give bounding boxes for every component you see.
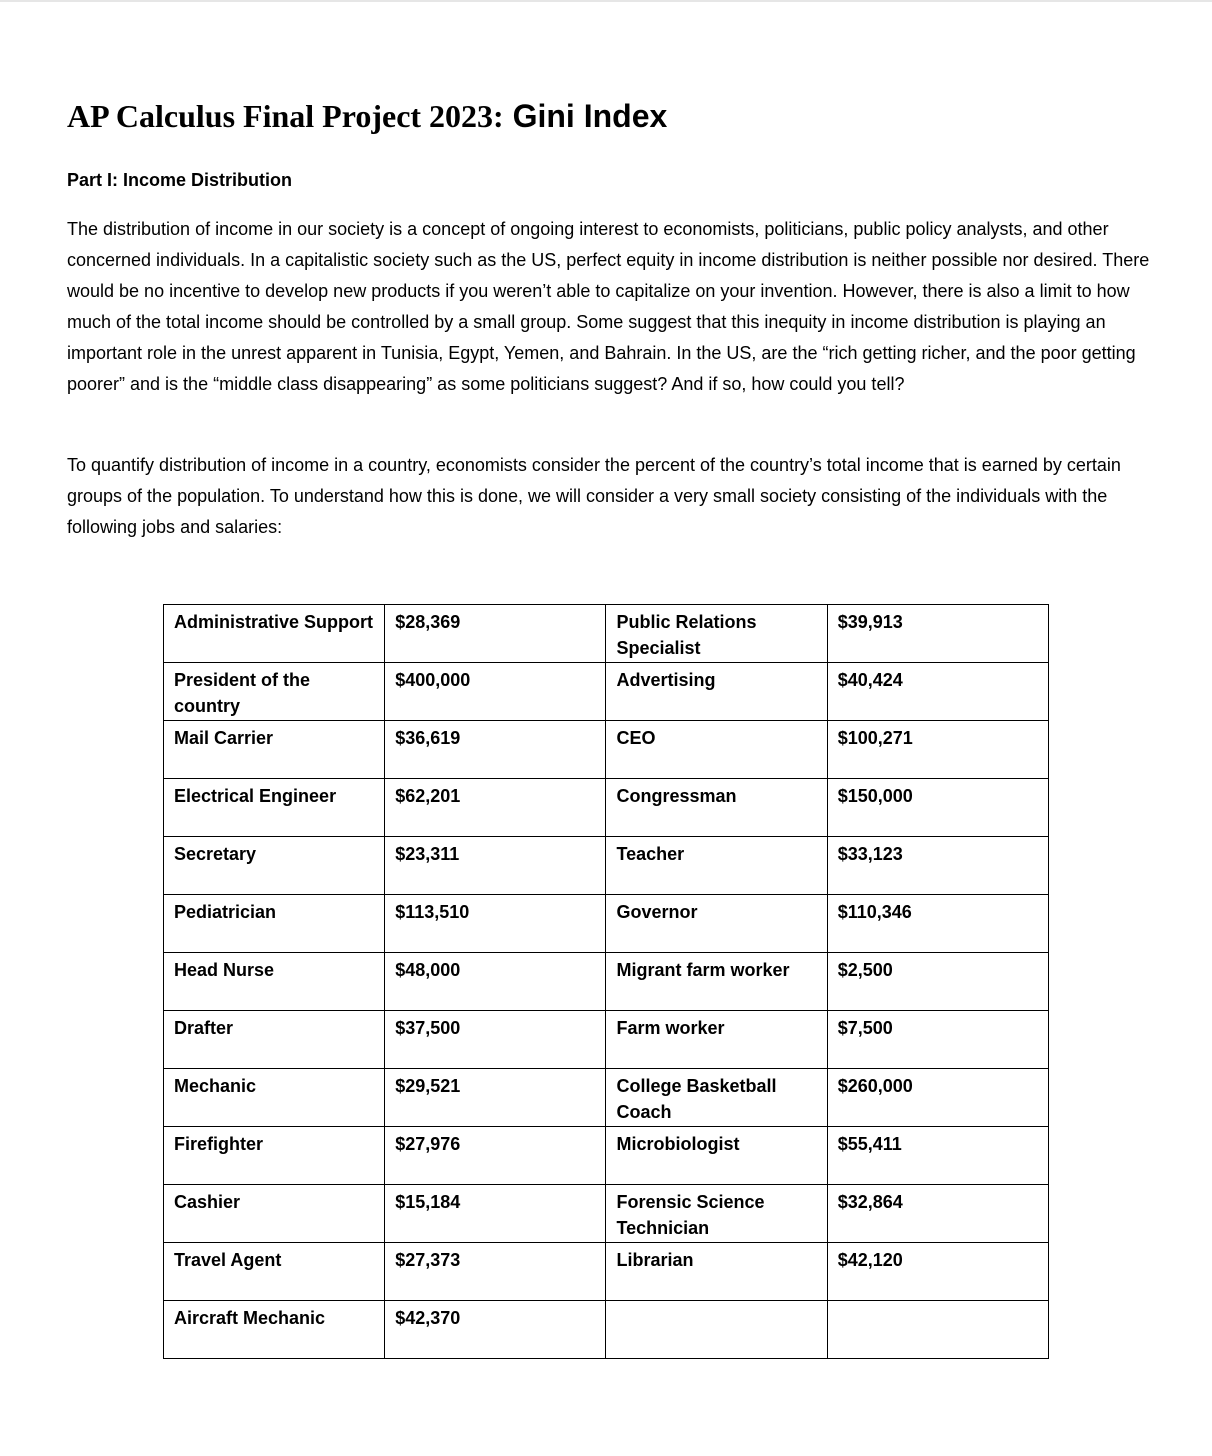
job-cell: President of the country <box>164 663 385 721</box>
salary-cell: $48,000 <box>385 953 606 1011</box>
job-cell: CEO <box>606 721 827 779</box>
job-cell: Farm worker <box>606 1011 827 1069</box>
salary-cell: $110,346 <box>827 895 1048 953</box>
job-cell: Librarian <box>606 1243 827 1301</box>
salary-cell: $42,120 <box>827 1243 1048 1301</box>
job-cell: Forensic Science Technician <box>606 1185 827 1243</box>
salary-cell: $39,913 <box>827 605 1048 663</box>
table-row <box>164 1069 1049 1127</box>
job-cell: Secretary <box>164 837 385 895</box>
table-row <box>164 837 1049 895</box>
job-cell: Pediatrician <box>164 895 385 953</box>
table-row <box>164 895 1049 953</box>
table-row <box>164 1243 1049 1301</box>
salary-cell: $7,500 <box>827 1011 1048 1069</box>
table-row <box>164 1011 1049 1069</box>
salary-cell: $55,411 <box>827 1127 1048 1185</box>
table-row <box>164 1127 1049 1185</box>
page-top-border <box>0 0 1212 2</box>
salary-table <box>163 604 1049 1359</box>
job-cell: Drafter <box>164 1011 385 1069</box>
job-cell: Firefighter <box>164 1127 385 1185</box>
quantify-paragraph: To quantify distribution of income in a country, economists consider the percent of the country’s total income that is earned by certain groups of the population. To understand how this is done, we will consider a very small society consisting of the individuals with the following jobs and salaries: <box>67 455 1121 537</box>
empty-cell <box>827 1301 1048 1359</box>
page-title <box>67 96 667 136</box>
job-cell: Travel Agent <box>164 1243 385 1301</box>
table-row <box>164 779 1049 837</box>
salary-cell: $260,000 <box>827 1069 1048 1127</box>
job-cell: Head Nurse <box>164 953 385 1011</box>
job-cell: Microbiologist <box>606 1127 827 1185</box>
job-cell: Governor <box>606 895 827 953</box>
job-cell: Advertising <box>606 663 827 721</box>
intro-paragraph: The distribution of income in our society is a concept of ongoing interest to economists, politicians, public policy analysts, and other concerned individuals. In a capitalistic society such as the US, perfect equity in income distribution is neither possible nor desired. There would be no incentive to develop new products if you weren’t able to capitalize on your invention. However, there is also a limit to how much of the total income should be controlled by a small group. Some suggest that this inequity in income distribution is playing an important role in the unrest apparent in Tunisia, Egypt, Yemen, and Bahrain. In the US, are the “rich getting richer, and the poor getting poorer” and is the “middle class disappearing” as some politicians suggest? And if so, how could you tell? <box>67 219 1150 394</box>
job-cell: Congressman <box>606 779 827 837</box>
salary-cell: $33,123 <box>827 837 1048 895</box>
job-cell: Mail Carrier <box>164 721 385 779</box>
empty-cell <box>606 1301 827 1359</box>
salary-cell: $100,271 <box>827 721 1048 779</box>
salary-cell: $28,369 <box>385 605 606 663</box>
salary-cell: $37,500 <box>385 1011 606 1069</box>
job-cell: Public Relations Specialist <box>606 605 827 663</box>
salary-cell: $27,373 <box>385 1243 606 1301</box>
salary-cell: $2,500 <box>827 953 1048 1011</box>
title-main: AP Calculus Final Project 2023: <box>67 98 504 134</box>
job-cell: Teacher <box>606 837 827 895</box>
part-heading: Part I: Income Distribution <box>67 170 293 190</box>
table-row <box>164 1185 1049 1243</box>
salary-cell: $62,201 <box>385 779 606 837</box>
job-cell: College Basketball Coach <box>606 1069 827 1127</box>
title-suffix: Gini Index <box>512 98 668 134</box>
salary-cell: $113,510 <box>385 895 606 953</box>
table-row <box>164 721 1049 779</box>
job-cell: Mechanic <box>164 1069 385 1127</box>
salary-cell: $15,184 <box>385 1185 606 1243</box>
job-cell: Electrical Engineer <box>164 779 385 837</box>
job-cell: Administrative Support <box>164 605 385 663</box>
salary-cell: $23,311 <box>385 837 606 895</box>
table-row <box>164 953 1049 1011</box>
salary-cell: $32,864 <box>827 1185 1048 1243</box>
salary-cell: $27,976 <box>385 1127 606 1185</box>
job-cell: Migrant farm worker <box>606 953 827 1011</box>
salary-cell: $36,619 <box>385 721 606 779</box>
job-cell: Cashier <box>164 1185 385 1243</box>
salary-cell: $150,000 <box>827 779 1048 837</box>
salary-cell: $42,370 <box>385 1301 606 1359</box>
table-row <box>164 605 1049 663</box>
salary-cell: $29,521 <box>385 1069 606 1127</box>
table-row <box>164 1301 1049 1359</box>
salary-cell: $40,424 <box>827 663 1048 721</box>
table-row <box>164 663 1049 721</box>
job-cell: Aircraft Mechanic <box>164 1301 385 1359</box>
salary-cell: $400,000 <box>385 663 606 721</box>
